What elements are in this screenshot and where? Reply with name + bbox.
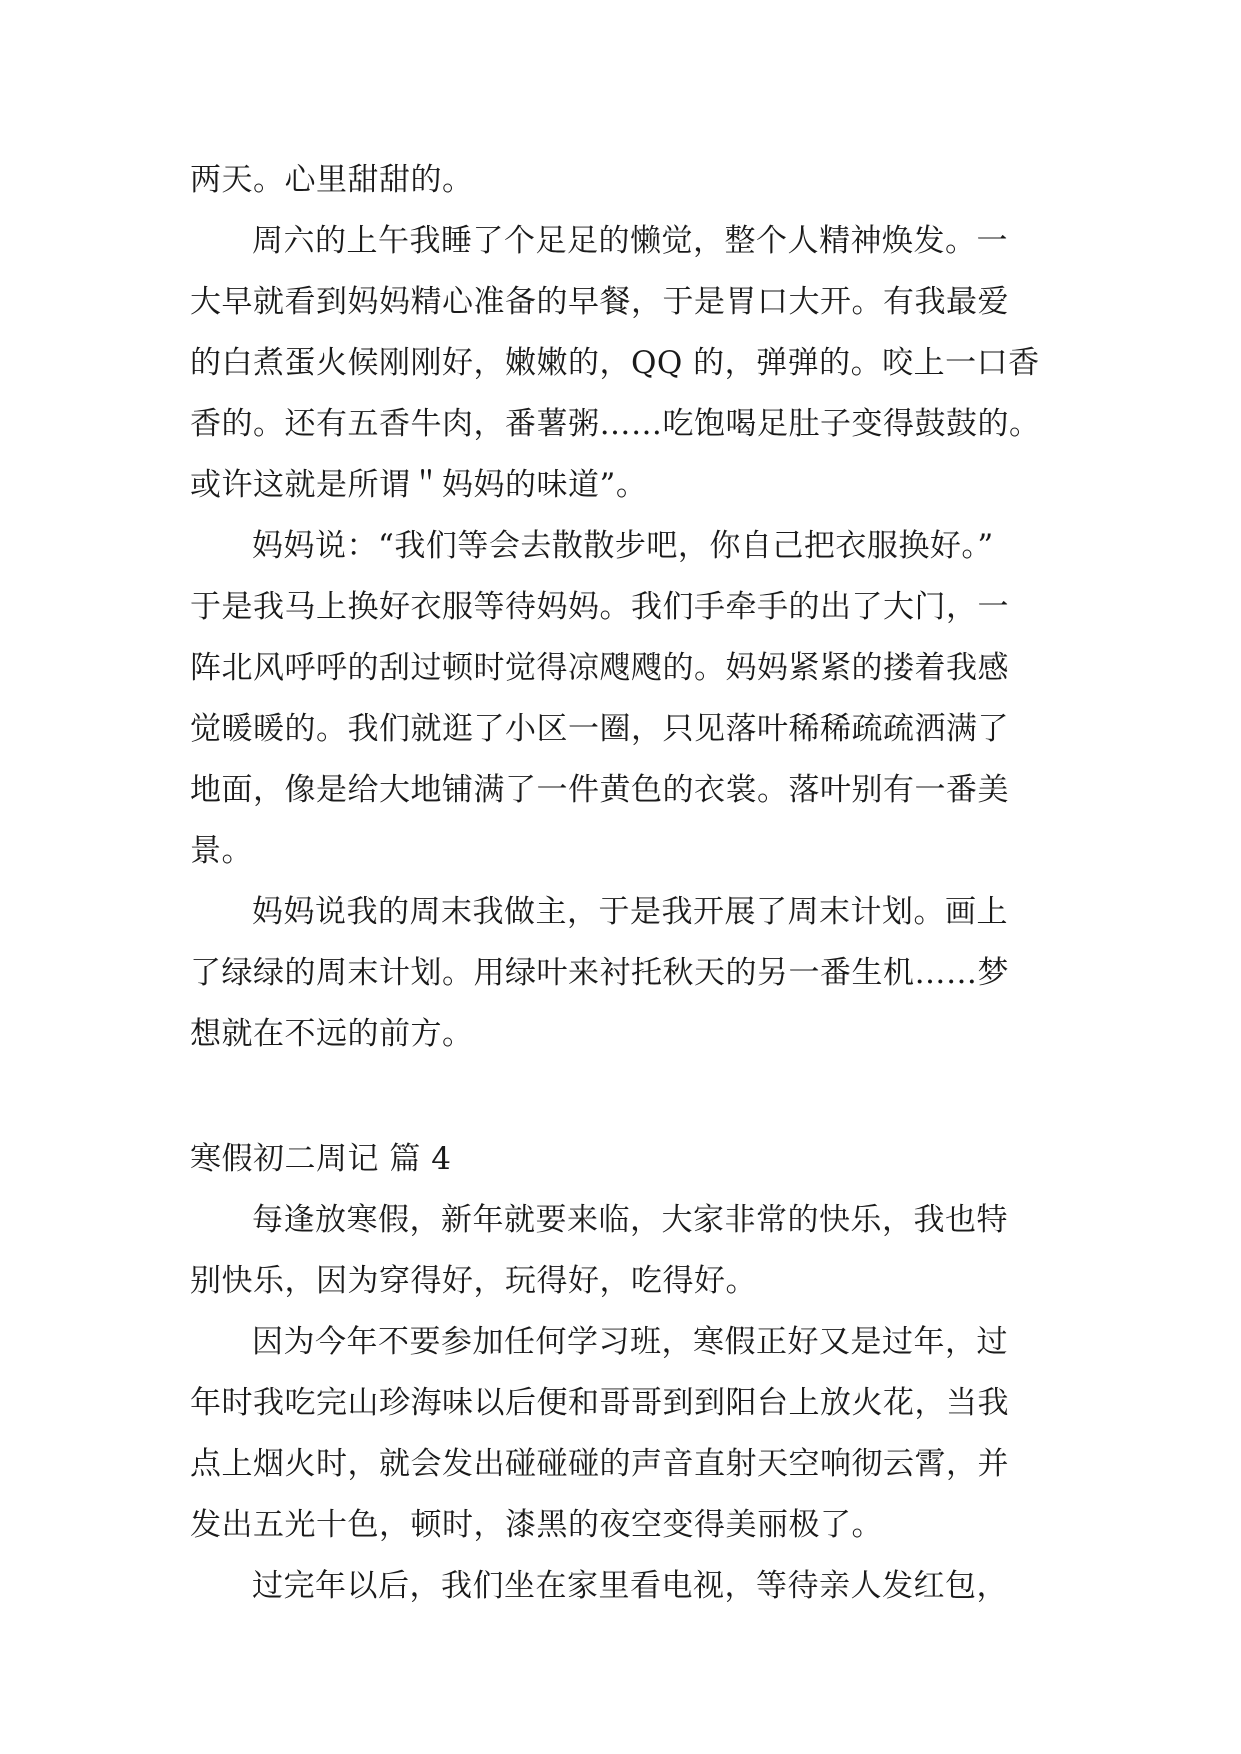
text-line: 妈妈说我的周末我做主，于是我开展了周末计划。画上 <box>252 894 1008 930</box>
section-spacer <box>190 1065 1060 1129</box>
paragraph-continued <box>190 150 1060 211</box>
paragraph-walk <box>190 516 1060 882</box>
section-heading: 寒假初二周记 篇 4 <box>190 1141 452 1177</box>
text-line: 每逢放寒假，新年就要来临，大家非常的快乐，我也特 <box>252 1202 1008 1238</box>
text-line: 发出五光十色，顿时，漆黑的夜空变得美丽极了。 <box>190 1507 883 1543</box>
paragraph-saturday-morning <box>190 211 1060 516</box>
text-line: 点上烟火时，就会发出碰碰碰的声音直射天空响彻云霄，并 <box>190 1446 1009 1482</box>
text-line: 两天。心里甜甜的。 <box>190 162 474 198</box>
text-line: 香的。还有五香牛肉，番薯粥……吃饱喝足肚子变得鼓鼓的。 <box>190 406 1041 442</box>
text-line: 地面，像是给大地铺满了一件黄色的衣裳。落叶别有一番美 <box>190 772 1009 808</box>
text-line: 妈妈说：“我们等会去散散步吧，你自己把衣服换好。” <box>252 528 994 564</box>
text-line: 景。 <box>190 833 253 869</box>
text-line: 因为今年不要参加任何学习班，寒假正好又是过年，过 <box>252 1324 1008 1360</box>
document-page <box>190 150 1060 1617</box>
text-line: 别快乐，因为穿得好，玩得好，吃得好。 <box>190 1263 757 1299</box>
text-line: 过完年以后，我们坐在家里看电视，等待亲人发红包， <box>252 1568 1008 1604</box>
text-line: 想就在不远的前方。 <box>190 1016 474 1052</box>
text-line: 于是我马上换好衣服等待妈妈。我们手牵手的出了大门，一 <box>190 589 1009 625</box>
text-line: 周六的上午我睡了个足足的懒觉，整个人精神焕发。一 <box>252 223 1008 259</box>
text-line: 觉暖暖的。我们就逛了小区一圈，只见落叶稀稀疏疏洒满了 <box>190 711 1009 747</box>
paragraph-winter-break <box>190 1190 1060 1312</box>
text-line: 年时我吃完山珍海味以后便和哥哥到到阳台上放火花，当我 <box>190 1385 1009 1421</box>
text-line: 或许这就是所谓＂妈妈的味道”。 <box>190 467 648 503</box>
text-line: 了绿绿的周末计划。用绿叶来衬托秋天的另一番生机……梦 <box>190 955 1009 991</box>
text-line: 阵北风呼呼的刮过顿时觉得凉飕飕的。妈妈紧紧的搂着我感 <box>190 650 1009 686</box>
text-line: 大早就看到妈妈精心准备的早餐，于是胃口大开。有我最爱 <box>190 284 1009 320</box>
paragraph-new-year <box>190 1312 1060 1556</box>
text-line: 的白煮蛋火候刚刚好，嫩嫩的，QQ 的，弹弹的。咬上一口香 <box>190 345 1040 381</box>
paragraph-after-new-year <box>190 1556 1060 1617</box>
paragraph-weekend-plan <box>190 882 1060 1065</box>
